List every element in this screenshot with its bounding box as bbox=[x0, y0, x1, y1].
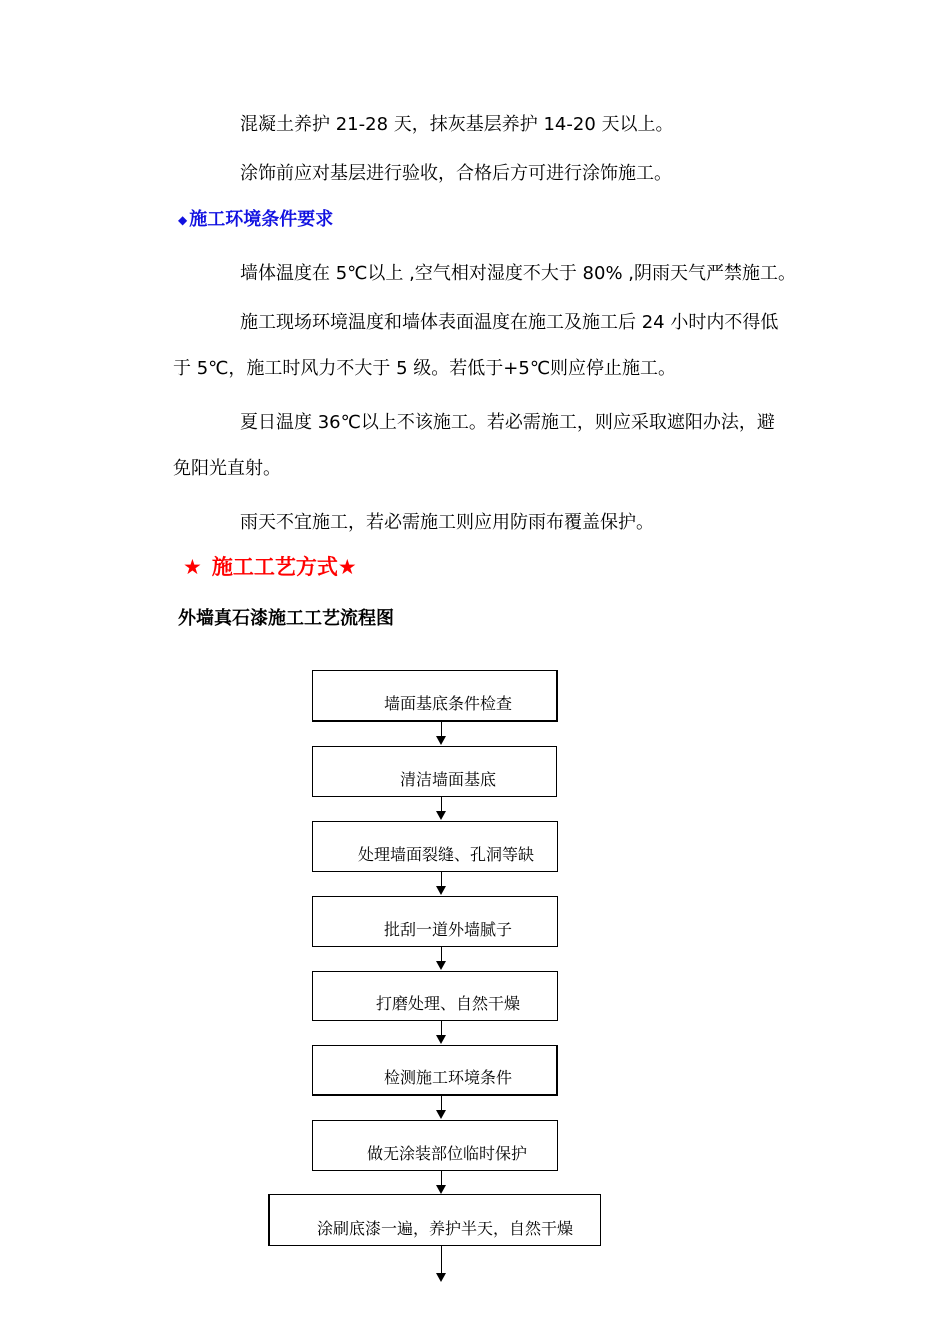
paragraph-summer-cont: 免阳光直射。 bbox=[173, 458, 281, 479]
paragraph-curing: 混凝土养护 21-28 天，抹灰基层养护 14-20 天以上。 bbox=[240, 114, 674, 135]
flowchart-title: 外墙真石漆施工工艺流程图 bbox=[178, 608, 394, 629]
flow-step-label: 打磨处理、自然干燥 bbox=[376, 994, 521, 1013]
paragraph-wall-temperature: 墙体温度在 5℃以上 ,空气相对湿度不大于 80% ,阴雨天气严禁施工。 bbox=[240, 263, 797, 284]
flow-step-1 bbox=[312, 670, 558, 722]
flow-step-7 bbox=[312, 1120, 558, 1171]
paragraph-site-temperature: 施工现场环境温度和墙体表面温度在施工及施工后 24 小时内不得低 bbox=[240, 312, 779, 333]
flow-step-label: 处理墙面裂缝、孔洞等缺 bbox=[358, 845, 535, 864]
heading-environment-text: 施工环境条件要求 bbox=[189, 209, 334, 230]
paragraph-summer: 夏日温度 36℃以上不该施工。若必需施工，则应采取遮阳办法，避 bbox=[240, 412, 775, 433]
paragraph-acceptance: 涂饰前应对基层进行验收，合格后方可进行涂饰施工。 bbox=[240, 163, 672, 184]
flow-step-2 bbox=[312, 746, 557, 797]
flow-step-label: 涂刷底漆一遍，养护半天，自然干燥 bbox=[317, 1219, 574, 1238]
flow-step-6 bbox=[312, 1045, 558, 1096]
flow-step-5 bbox=[312, 971, 558, 1021]
flow-step-label: 做无涂装部位临时保护 bbox=[367, 1144, 528, 1163]
paragraph-site-temperature-cont: 于 5℃，施工时风力不大于 5 级。若低于+5℃则应停止施工。 bbox=[173, 358, 677, 379]
diamond-icon: ◆ bbox=[178, 213, 188, 227]
star-icon: ★ bbox=[183, 555, 202, 579]
flow-step-8 bbox=[268, 1194, 601, 1246]
star-icon: ★ bbox=[337, 555, 357, 579]
flow-step-label: 批刮一道外墙腻子 bbox=[384, 920, 513, 939]
flow-step-label: 墙面基底条件检查 bbox=[384, 694, 513, 713]
flow-step-4 bbox=[312, 896, 558, 947]
heading-process bbox=[183, 553, 357, 581]
heading-environment bbox=[178, 208, 333, 232]
flow-step-label: 清洁墙面基底 bbox=[400, 770, 497, 789]
heading-process-text: 施工工艺方式 bbox=[211, 555, 338, 579]
flow-step-label: 检测施工环境条件 bbox=[384, 1068, 513, 1087]
paragraph-rain: 雨天不宜施工，若必需施工则应用防雨布覆盖保护。 bbox=[240, 512, 654, 533]
flow-step-3 bbox=[312, 821, 558, 872]
